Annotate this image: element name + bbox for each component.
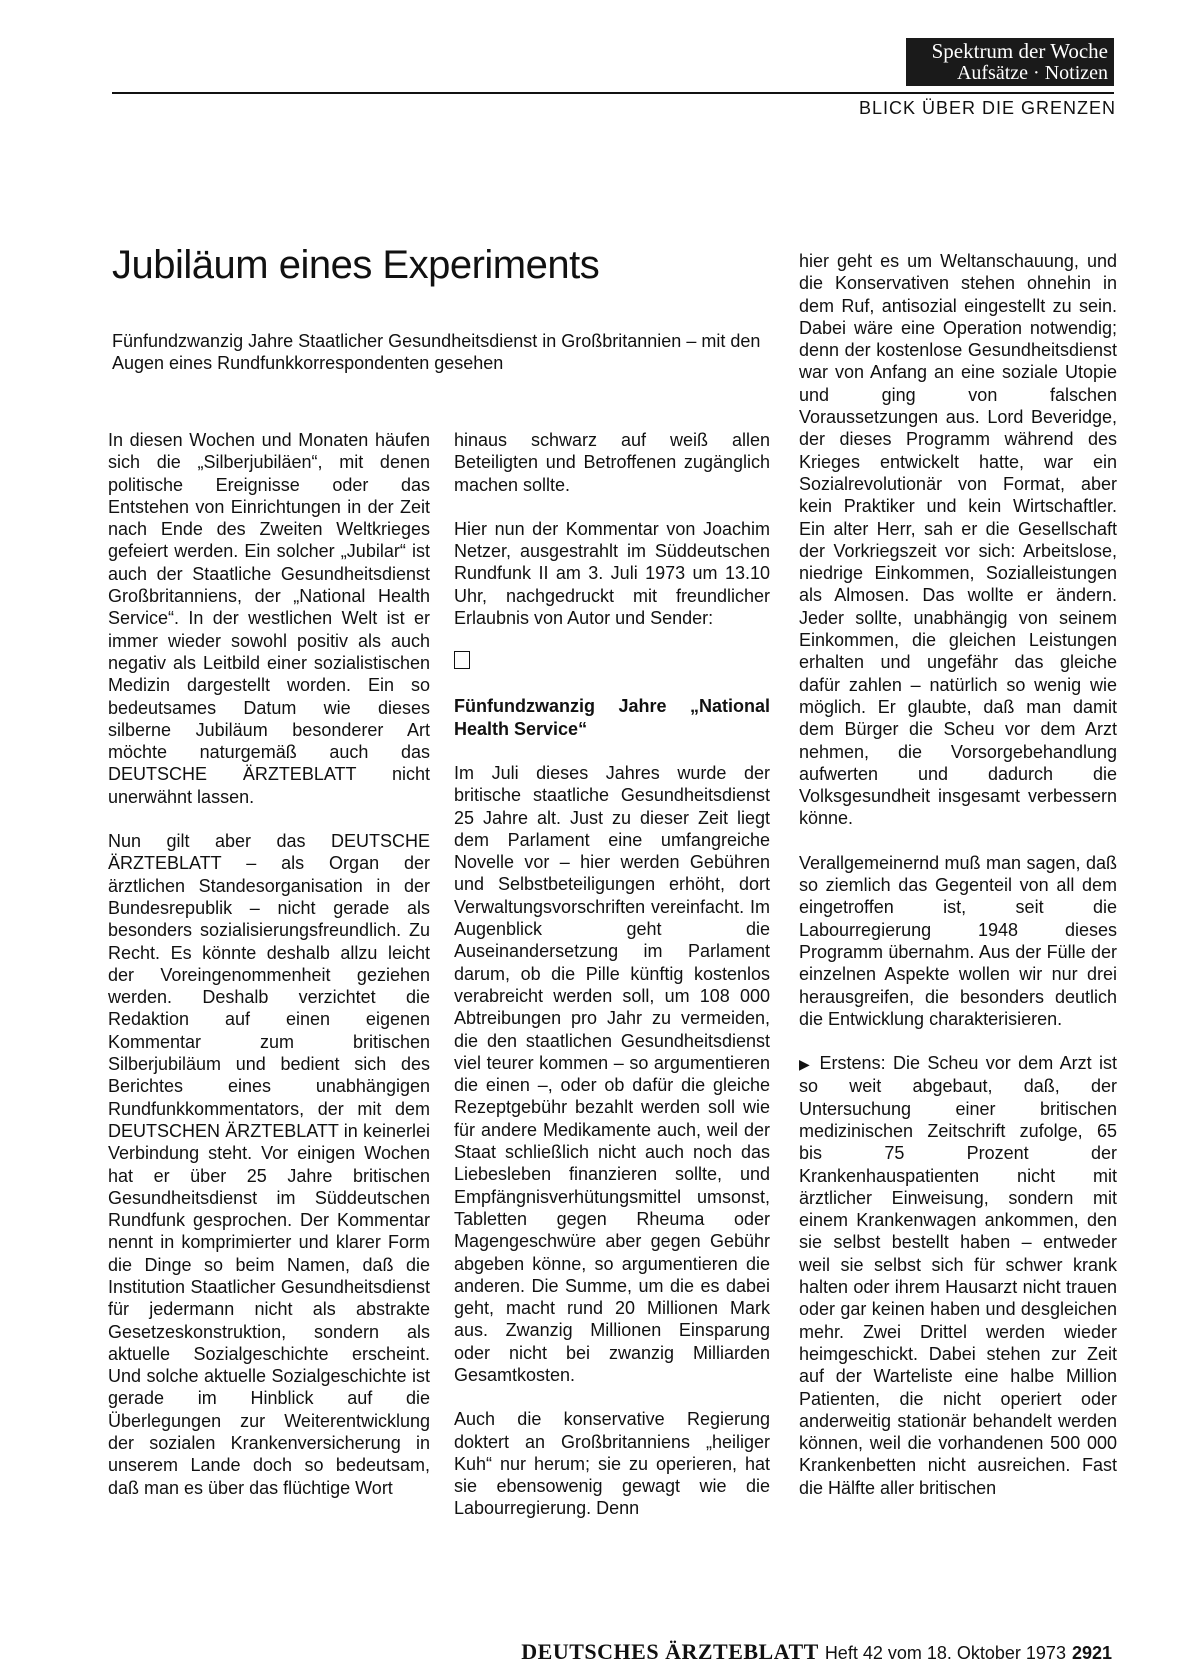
column-3 xyxy=(799,250,1117,1521)
badge-line-1: Spektrum der Woche xyxy=(931,39,1108,63)
paragraph: hinaus schwarz auf weiß allen Beteiligten und Betroffenen zugänglich machen sollte. xyxy=(454,430,770,495)
paragraph: Auch die konservative Regierung doktert an Großbritanniens „heiliger Kuh“ nur herum; sie zu operieren, hat sie ebensowenig gewagt wie die Labourregierung. Denn xyxy=(454,1409,770,1519)
triangle-bullet-icon: ▶ xyxy=(799,1056,813,1073)
article-subtitle: Fünfundzwanzig Jahre Staatlicher Gesundheitsdienst in Großbritannien – mit den Augen eines Rundfunkkorrespondenten gesehen xyxy=(112,331,761,373)
page-footer xyxy=(462,1639,1112,1665)
issue-info: Heft 42 vom 18. Oktober 1973 xyxy=(824,1643,1066,1663)
paragraph-text: Erstens: Die Scheu vor dem Arzt ist so weit abgebaut, daß, der Untersuchung einer britischen medizinischen Zeitschrift zufolge, 65 bis 75 Prozent der Krankenhauspatienten nicht mit ärztlicher Einweisung, sondern mit einem Krankenwagen ankommen, den sie selbst bestellt haben – entweder weil sie selbst sich für schwer krank halten oder ihrem Hausarzt nicht trauen oder gar keinen haben und desgleichen mehr. Zwei Drittel werden wieder heimgeschickt. Dabei stehen zur Zeit auf der Warteliste eine halbe Million Patienten, die nicht operiert oder anderweitig stationär behandelt werden können, weil die vorhandenen 500 000 Krankenbetten nicht ausreichen. Fast die Hälfte aller britischen xyxy=(799,1053,1117,1498)
section-heading: BLICK ÜBER DIE GRENZEN xyxy=(858,98,1116,118)
section-badge xyxy=(906,38,1114,86)
paragraph-bullet xyxy=(799,1052,1117,1499)
paragraph: Im Juli dieses Jahres wurde der britische staatliche Gesundheitsdienst 25 Jahre alt. Just zu dieser Zeit liegt dem Parlament eine umfangreiche Novelle vor – hier werden Gebühren und Selbstbeteiligungen erhöht, dort Verwaltungsvorschriften vereinfacht. Im Augenblick geht die Auseinandersetzung im Parlament darum, ob die Pille künftig kostenlos verabreicht werden soll, um 108 000 Abtreibungen pro Jahr zu vermeiden, die den staatlichen Gesundheitsdienst viel teurer kommen – so argumentieren die einen –, oder ob dafür die gleiche Rezeptgebühr bezahlt werden soll wie für andere Medikamente auch, weil der Staat schließlich nicht auch noch das Liebesleben finanzieren sollte, und Empfängnisverhütungsmittel umsonst, Tabletten gegen Rheuma oder Magengeschwüre aber gegen Gebühr abgeben könne, so argumentieren die anderen. Die Summe, um die es dabei geht, macht rund 20 Millionen Mark aus. Zwanzig Millionen Einsparung oder nicht bei zwanzig Milliarden Gesamtkosten. xyxy=(454,762,770,1385)
header-rule xyxy=(112,92,1114,94)
paragraph: Verallgemeinernd muß man sagen, daß so ziemlich das Gegenteil von all dem eingetroffen ist, seit die Labourregierung 1948 dieses Programm übernahm. Aus der Fülle der einzelnen Aspekte wollen wir nur drei herausgreifen, die besonders deutlich die Entwicklung charakterisieren. xyxy=(799,852,1117,1029)
paragraph: In diesen Wochen und Monaten häufen sich die „Silberjubiläen“, mit denen politische Ereignisse oder das Entstehen von Einrichtungen in der Zeit nach Ende des Zweiten Weltkrieges gefeiert werden. Ein solcher „Jubilar“ ist auch der Staatliche Gesundheitsdienst Großbritanniens, der „National Health Service“. In der westlichen Welt ist er immer wieder sowohl positiv als auch negativ als Leitbild einer sozialistischen Medizin dargestellt worden. Ein so bedeutsames Datum wie dieses silberne Jubiläum besonderer Art möchte naturgemäß auch das DEUTSCHE ÄRZTEBLATT nicht unerwähnt lassen. xyxy=(108,430,430,807)
journal-name: DEUTSCHES ÄRZTEBLATT xyxy=(521,1639,819,1664)
paragraph: hier geht es um Weltanschauung, und die Konservativen stehen ohnehin in dem Ruf, antisozial eingestellt zu sein. Dabei wäre eine Operation notwendig; denn der kostenlose Gesundheitsdienst war von Anfang an eine soziale Utopie und ging von falschen Voraussetzungen aus. Lord Beveridge, der dieses Programm während des Krieges entwickelt hatte, war ein Sozialrevolutionär von Format, aber kein Praktiker und kein Wirtschaftler. Ein alter Herr, sah er die Gesellschaft der Vorkriegszeit vor sich: Arbeitslose, niedrige Einkommen, Sozialleistungen als Almosen. Das wollte er ändern. Jeder sollte, unabhängig von seinem Einkommen, die gleichen Leistungen erhalten und ungefähr das gleiche dafür zahlen – natürlich so wenig wie möglich. Er glaubte, daß man damit dem Bürger die Scheu vor dem Arzt nehmen, die Vorsorgebehandlung aufwerten und dadurch die Volksgesundheit insgesamt verbessern könne. xyxy=(799,251,1117,829)
paragraph: Hier nun der Kommentar von Joachim Netzer, ausgestrahlt im Süddeutschen Rundfunk II am 3. Juli 1973 um 13.10 Uhr, nachgedruckt mit freundlicher Erlaubnis von Autor und Sender: xyxy=(454,518,770,629)
column-1 xyxy=(108,429,430,1521)
paragraph: Nun gilt aber das DEUTSCHE ÄRZTEBLATT – als Organ der ärztlichen Standesorganisation in der Bundesrepublik – nicht gerade als besonders sozialisierungsfreundlich. Zu Recht. Es könnte deshalb allzu leicht der Voreingenommenheit geziehen werden. Deshalb verzichtet die Redaktion auf einen eigenen Kommentar zum britischen Silberjubiläum und bedient sich des Berichtes eines unabhängigen Rundfunkkommentators, der mit dem DEUTSCHEN ÄRZTEBLATT in keinerlei Verbindung steht. Vor einigen Wochen hat er über 25 Jahre britischen Gesundheitsdienst im Süddeutschen Rundfunk gesprochen. Der Kommentar nennt in komprimierter und klarer Form die Dinge so beim Namen, daß die Institution Staatlicher Gesundheitsdienst für jedermann nicht als abstrakte Gesetzeskonstruktion, sondern als aktuelle Sozialgeschichte erscheint. Und solche aktuelle Sozialgeschichte ist gerade im Hinblick auf die Überlegungen zur Weiterentwicklung der sozialen Krankenversicherung in unserem Lande doch so bedeutsam, daß man es über das flüchtige Wort xyxy=(108,831,430,1498)
column-2 xyxy=(454,429,770,1542)
article-title: Jubiläum eines Experiments xyxy=(112,243,600,287)
square-separator-icon xyxy=(454,651,470,669)
badge-line-2: Aufsätze · Notizen xyxy=(956,62,1108,84)
subheading: Fünfundzwanzig Jahre „National Health Service“ xyxy=(454,696,770,739)
page-number: 2921 xyxy=(1071,1643,1112,1663)
